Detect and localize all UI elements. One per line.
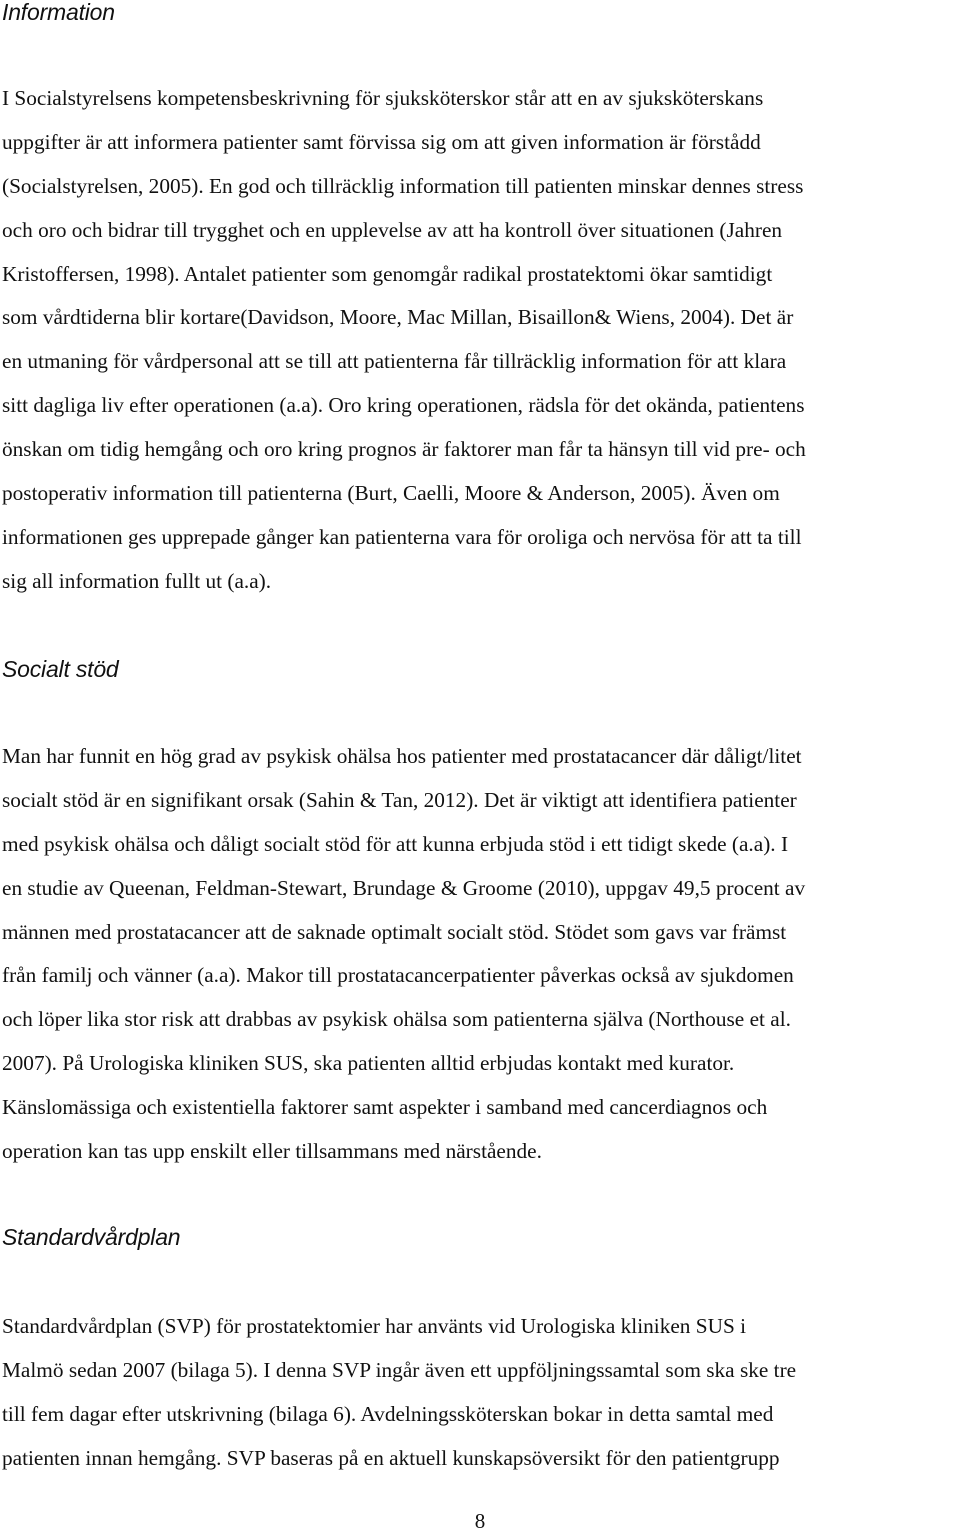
heading-standardvardplan: Standardvårdplan (2, 1224, 181, 1250)
text-line: (Socialstyrelsen, 2005). En god och tillräcklig information till patienten minskar dennes stress (2, 173, 804, 198)
heading-socialt-stod: Socialt stöd (2, 656, 119, 682)
text-line: Standardvårdplan (SVP) för prostatektomier har använts vid Urologiska kliniken SUS i (2, 1314, 747, 1338)
text-line: Kristoffersen, 1998). Antalet patienter som genomgår radikal prostatektomi ökar samtidigt (2, 261, 773, 286)
text-line: informationen ges upprepade gånger kan patienterna vara för oroliga och nervösa för att ta till (2, 524, 802, 549)
text-line: uppgifter är att informera patienter samt förvissa sig om att given information är förstådd (2, 129, 761, 154)
text-line: till fem dagar efter utskrivning (bilaga 6). Avdelningssköterskan bokar in detta samtal med (2, 1401, 774, 1426)
paragraph-standardvardplan (2, 1305, 958, 1481)
text-line: som vårdtiderna blir kortare(Davidson, Moore, Mac Millan, Bisaillon& Wiens, 2004). Det är (2, 305, 794, 330)
text-line: sitt dagliga liv efter operationen (a.a). Oro kring operationen, rädsla för det okända, patientens (2, 393, 805, 418)
text-line: och löper lika stor risk att drabbas av psykisk ohälsa som patienterna själva (Northouse et al. (2, 1007, 791, 1032)
text-line: socialt stöd är en signifikant orsak (Sahin & Tan, 2012). Det är viktigt att identifiera patienter (2, 787, 797, 812)
text-line: med psykisk ohälsa och dåligt socialt stöd för att kunna erbjuda stöd i ett tidigt skede (a.a). I (2, 831, 789, 856)
text-line: postoperativ information till patienterna (Burt, Caelli, Moore & Anderson, 2005). Även om (2, 481, 780, 506)
text-line: en studie av Queenan, Feldman-Stewart, Brundage & Groome (2010), uppgav 49,5 procent av (2, 875, 806, 900)
paragraph-information (2, 77, 958, 604)
text-line: operation kan tas upp enskilt eller tillsammans med närstående. (2, 1139, 542, 1164)
text-line: en utmaning för vårdpersonal att se till att patienterna får tillräcklig information för att klara (2, 349, 787, 374)
text-line: sig all information fullt ut (a.a). (2, 568, 272, 593)
text-line: önskan om tidig hemgång och oro kring prognos är faktorer man får ta hänsyn till vid pre- och (2, 437, 806, 462)
text-line: I Socialstyrelsens kompetensbeskrivning för sjuksköterskor står att en av sjuksköterskans (2, 86, 764, 110)
text-line: Malmö sedan 2007 (bilaga 5). I denna SVP ingår även ett uppföljningssamtal som ska ske tre (2, 1357, 797, 1382)
text-line: patienten innan hemgång. SVP baseras på en aktuell kunskapsöversikt för den patientgrupp (2, 1445, 780, 1470)
text-line: från familj och vänner (a.a). Makor till prostatacancerpatienter påverkas också av sjukdomen (2, 963, 794, 988)
heading-information: Information (2, 0, 115, 25)
text-line: Man har funnit en hög grad av psykisk ohälsa hos patienter med prostatacancer där dåligt/litet (2, 744, 802, 768)
text-line: männen med prostatacancer att de saknade optimalt socialt stöd. Stödet som gavs var främst (2, 919, 787, 944)
page-number: 8 (474, 1509, 486, 1533)
paragraph-socialt-stod (2, 735, 958, 1174)
text-line: och oro och bidrar till trygghet och en upplevelse av att ha kontroll över situationen (Jahren (2, 217, 783, 242)
text-line: 2007). På Urologiska kliniken SUS, ska patienten alltid erbjudas kontakt med kurator. (2, 1051, 735, 1076)
text-line: Känslomässiga och existentiella faktorer samt aspekter i samband med cancerdiagnos och (2, 1095, 768, 1120)
